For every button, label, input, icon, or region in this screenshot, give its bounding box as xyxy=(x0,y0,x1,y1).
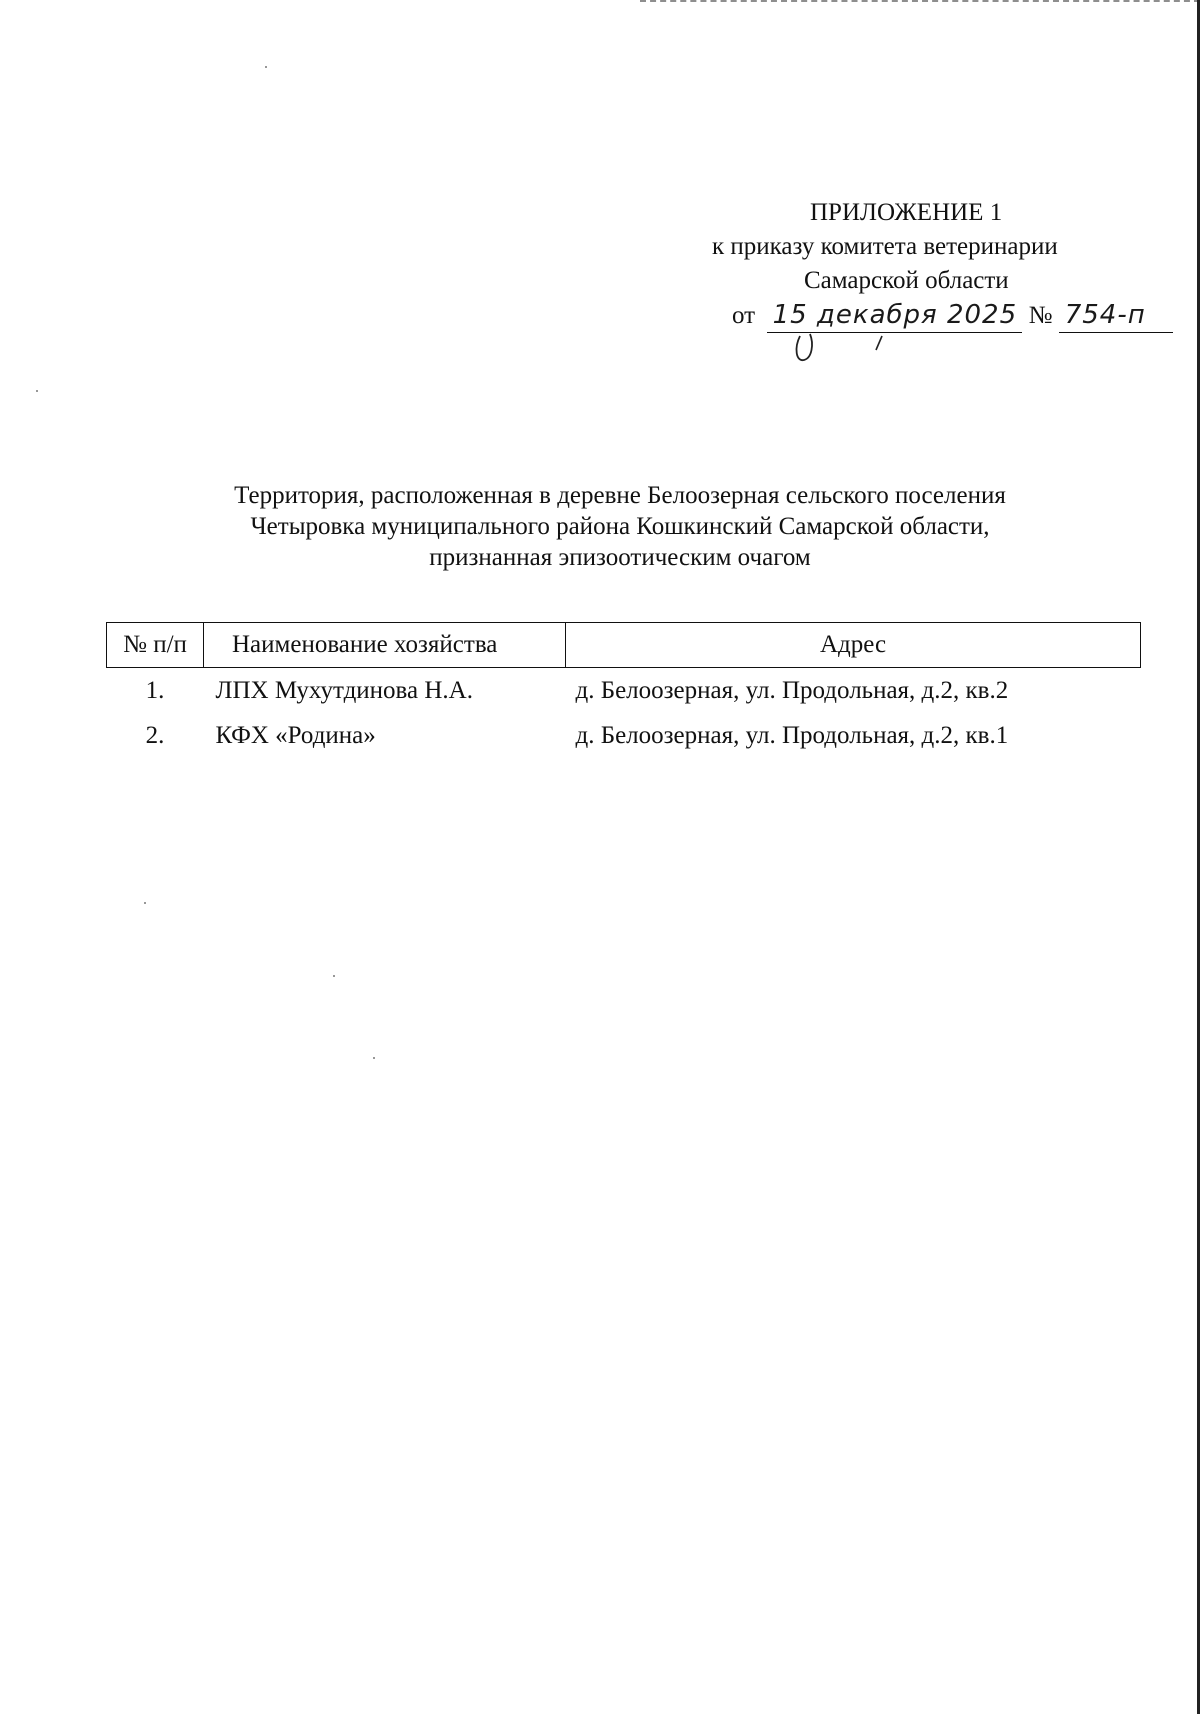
from-label: от xyxy=(732,302,756,329)
farm-address: д. Белоозерная, ул. Продольная, д.2, кв.2 xyxy=(575,676,1009,704)
scan-speck xyxy=(373,1057,375,1059)
appendix-header xyxy=(640,196,1200,333)
row-number: 1. xyxy=(145,676,165,704)
farms-table xyxy=(106,622,1140,758)
header-farm-name: Наименование хозяйства xyxy=(204,623,566,668)
header-address: Адрес xyxy=(566,623,1141,668)
appendix-order-ref: к приказу комитета ветеринарии xyxy=(712,233,1058,260)
appendix-date-line xyxy=(640,298,1200,333)
scan-speck xyxy=(144,902,146,904)
scan-edge-artifact xyxy=(640,0,1200,6)
handwritten-number: 754-п xyxy=(1059,298,1173,333)
farm-address: д. Белоозерная, ул. Продольная, д.2, кв.1 xyxy=(575,721,1009,749)
farm-name: ЛПХ Мухутдинова Н.А. xyxy=(215,676,473,704)
scan-speck xyxy=(36,390,38,392)
handwritten-date: 15 декабря 2025 xyxy=(767,298,1022,333)
appendix-region: Самарской области xyxy=(804,267,1009,294)
heading-line-3: признанная эпизоотическим очагом xyxy=(429,544,811,571)
row-number: 2. xyxy=(145,721,165,749)
farm-name: КФХ «Родина» xyxy=(215,721,376,749)
document-heading xyxy=(100,480,1140,573)
number-label: № xyxy=(1028,302,1053,329)
heading-line-1: Территория, расположенная в деревне Белоозерная сельского поселения xyxy=(234,482,1006,509)
appendix-title: ПРИЛОЖЕНИЕ 1 xyxy=(810,199,1003,226)
table-row xyxy=(107,668,1141,714)
table-row xyxy=(107,713,1141,758)
scan-speck xyxy=(333,975,335,977)
header-number: № п/п xyxy=(107,623,204,668)
handwriting-stroke xyxy=(790,328,910,368)
scan-speck xyxy=(265,66,267,68)
table-header-row xyxy=(107,623,1141,668)
heading-line-2: Четыровка муниципального района Кошкинский Самарской области, xyxy=(250,513,990,540)
